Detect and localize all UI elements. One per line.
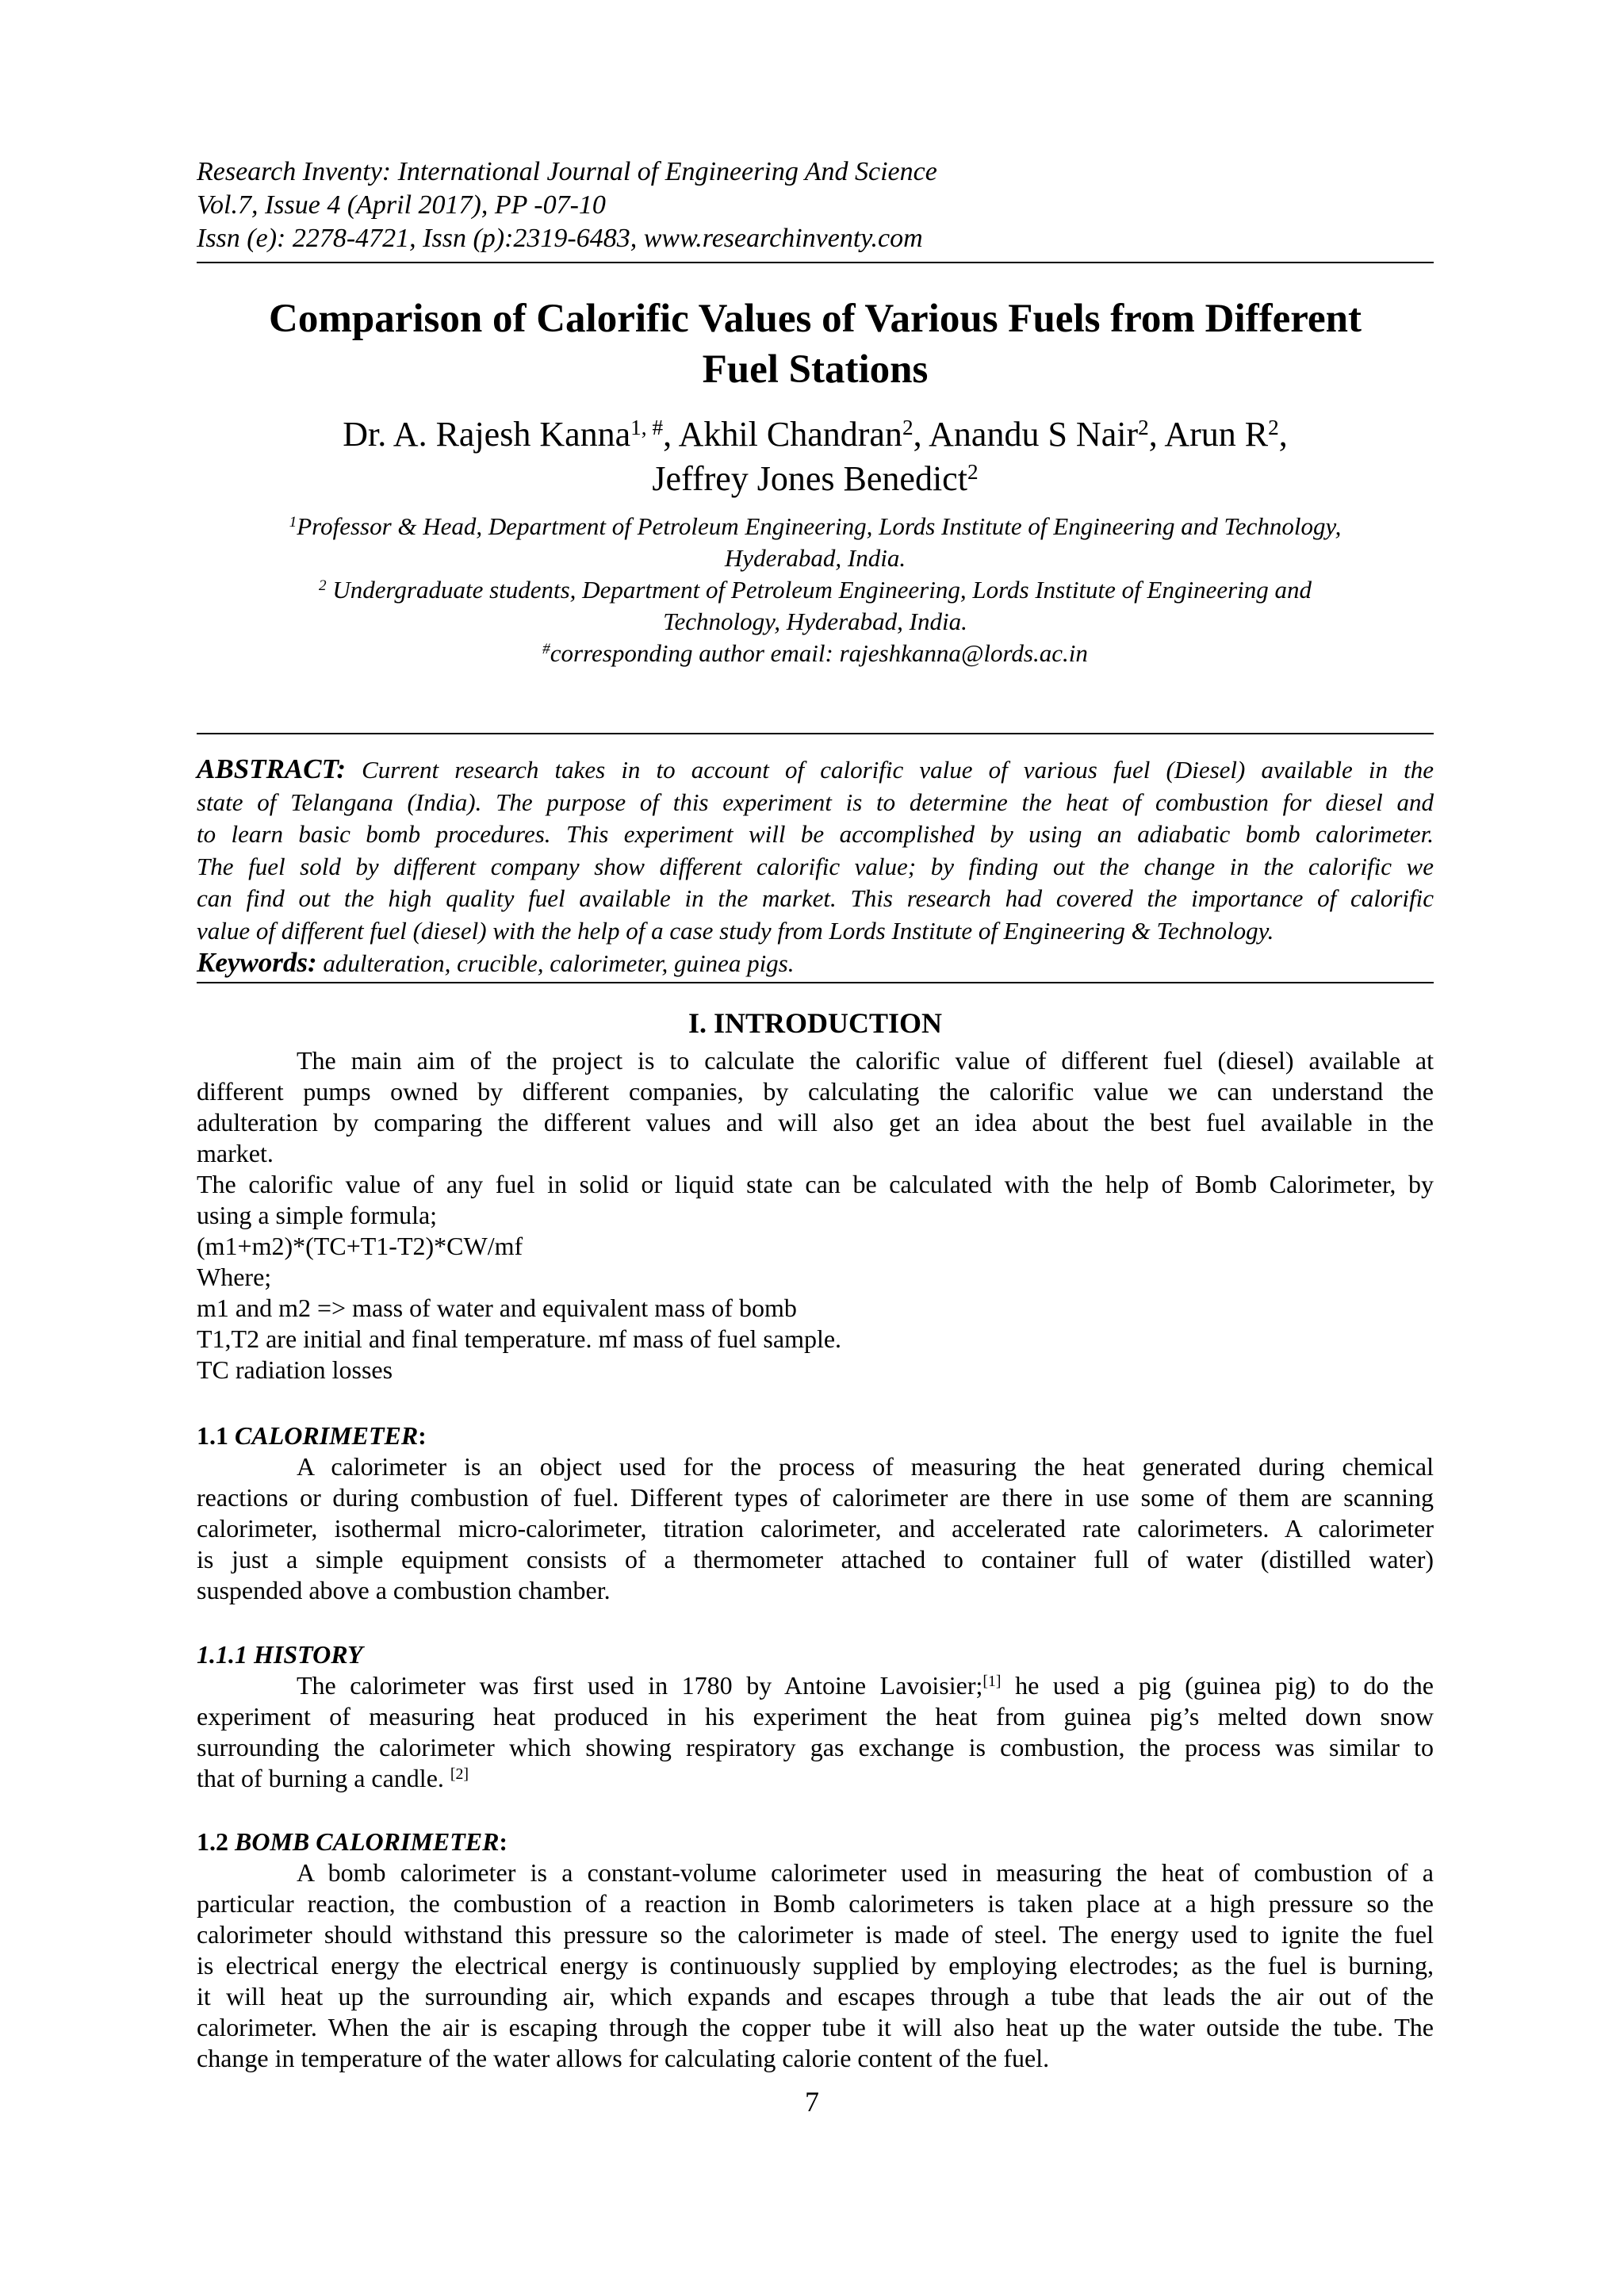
- title-line-2: Fuel Stations: [702, 347, 929, 392]
- subsection-heading-history: [197, 1639, 363, 1670]
- journal-issn: Issn (e): 2278-4721, Issn (p):2319-6483, www.researchinventy.com: [197, 224, 923, 253]
- definition-line: m1 and m2 => mass of water and equivalent mass of bomb: [197, 1294, 797, 1322]
- author-affiliation-mark: 1, #: [630, 416, 664, 440]
- introduction-body: [197, 1045, 1434, 1386]
- abstract-line: [197, 753, 1434, 787]
- body-line: calorimeter. When the air is escaping through the copper tube it will also heat up the water outside the tube. The: [197, 2013, 1434, 2041]
- abstract-line: to learn basic bomb procedures. This experiment will be accomplished by using an adiabatic bomb calorimeter.: [197, 820, 1434, 848]
- body-line: is electrical energy the electrical energy is continuously supplied by employing electrodes; as the fuel is burning,: [197, 1951, 1434, 1980]
- header-rule: [197, 262, 1434, 263]
- body-line: A bomb calorimeter is a constant-volume calorimeter used in measuring the heat of combustion of a: [297, 1858, 1434, 1887]
- corresponding-author: [197, 638, 1434, 669]
- body-line: reactions or during combustion of fuel. Different types of calorimeter are there in use some of them are scanning: [197, 1483, 1434, 1512]
- keywords-text: adulteration, crucible, calorimeter, guinea pigs.: [316, 949, 795, 977]
- page-number: 7: [805, 2086, 819, 2118]
- abstract-text: Current research takes in to account of calorific value of various fuel (Diesel) available in the: [346, 756, 1434, 784]
- body-text-span: that of burning a candle.: [197, 1764, 450, 1792]
- body-line: A calorimeter is an object used for the process of measuring the heat generated during chemical: [297, 1452, 1434, 1481]
- keywords-label: Keywords:: [197, 947, 317, 978]
- heading-number: 1.1: [197, 1421, 235, 1450]
- subsection-heading-calorimeter: [197, 1420, 427, 1451]
- body-line: [197, 1763, 1434, 1794]
- body-line: The main aim of the project is to calculate the calorific value of different fuel (diesel) available at: [297, 1046, 1434, 1075]
- author-list: [197, 412, 1434, 501]
- author-affiliation-mark: 2: [967, 460, 979, 485]
- author-name: Jeffrey Jones Benedict: [652, 459, 967, 498]
- bomb-calorimeter-body: [197, 1857, 1434, 2074]
- heading-text: CALORIMETER: [235, 1421, 419, 1450]
- affiliations: [197, 511, 1434, 669]
- journal-header: [197, 155, 1434, 255]
- abstract-top-rule: [197, 733, 1434, 734]
- paper-title: [197, 293, 1434, 395]
- body-line: market.: [197, 1139, 274, 1167]
- body-line: different pumps owned by different companies, by calculating the calorific value we can understand the: [197, 1077, 1434, 1106]
- author-affiliation-mark: 2: [902, 416, 914, 440]
- author-line-2: [197, 457, 1434, 501]
- abstract: [197, 753, 1434, 980]
- body-line: experiment of measuring heat produced in his experiment the heat from guinea pig’s melted down snow: [197, 1702, 1434, 1731]
- keywords: [197, 947, 1434, 980]
- author-affiliation-mark: 2: [1138, 416, 1149, 440]
- heading-text: 1.1.1 HISTORY: [197, 1640, 363, 1669]
- heading-number: 1.2: [197, 1827, 235, 1856]
- body-line: change in temperature of the water allows for calculating calorie content of the fuel.: [197, 2044, 1050, 2072]
- author-name: , Anandu S Nair: [913, 415, 1139, 454]
- abstract-line: can find out the high quality fuel available in the market. This research had covered the importance of calorific: [197, 884, 1434, 912]
- formula: (m1+m2)*(TC+T1-T2)*CW/mf: [197, 1232, 523, 1260]
- body-line: surrounding the calorimeter which showing respiratory gas exchange is combustion, the process was similar to: [197, 1733, 1434, 1761]
- body-line: is just a simple equipment consists of a thermometer attached to container full of water (distilled water): [197, 1545, 1434, 1573]
- affiliation-mark: #: [542, 641, 550, 658]
- history-body: [197, 1670, 1434, 1794]
- definition-line: T1,T2 are initial and final temperature. mf mass of fuel sample.: [197, 1324, 842, 1353]
- citation: [2]: [450, 1765, 469, 1784]
- author-name: Dr. A. Rajesh Kanna: [343, 415, 631, 454]
- abstract-line: state of Telangana (India). The purpose of this experiment is to determine the heat of combustion for diesel and: [197, 788, 1434, 816]
- author-affiliation-mark: 2: [1268, 416, 1279, 440]
- subsection-heading-bomb-calorimeter: [197, 1826, 508, 1857]
- body-text-span: The calorimeter was first used in 1780 by Antoine Lavoisier;: [297, 1671, 983, 1700]
- journal-name: Research Inventy: International Journal of Engineering And Science: [197, 157, 937, 186]
- author-name: , Akhil Chandran: [663, 415, 902, 454]
- author-separator: ,: [1278, 415, 1288, 454]
- affiliation-mark: 1: [289, 514, 297, 531]
- heading-colon: :: [499, 1827, 508, 1856]
- body-line: particular reaction, the combustion of a reaction in Bomb calorimeters is taken place at a high pressure so the: [197, 1889, 1434, 1918]
- body-text-span: he used a pig (guinea pig) to do the: [1001, 1671, 1434, 1700]
- journal-volume: Vol.7, Issue 4 (April 2017), PP -07-10: [197, 190, 606, 220]
- body-line: adulteration by comparing the different values and will also get an idea about the best fuel available in the: [197, 1108, 1434, 1137]
- heading-text: BOMB CALORIMETER: [235, 1827, 500, 1856]
- abstract-bottom-rule: [197, 982, 1434, 983]
- title-line-1: Comparison of Calorific Values of Various Fuels from Different: [269, 297, 1362, 341]
- affiliation-text: Professor & Head, Department of Petroleum Engineering, Lords Institute of Engineering and Technology,: [297, 512, 1342, 540]
- body-line: it will heat up the surrounding air, which expands and escapes through a tube that leads the air out of the: [197, 1982, 1434, 2010]
- affiliation-mark: 2: [318, 577, 327, 595]
- heading-colon: :: [418, 1421, 427, 1450]
- affiliation-text: Undergraduate students, Department of Petroleum Engineering, Lords Institute of Engineering and: [326, 576, 1312, 604]
- body-line: calorimeter should withstand this pressure so the calorimeter is made of steel. The energy used to ignite the fuel: [197, 1920, 1434, 1949]
- author-name: , Arun R: [1148, 415, 1269, 454]
- affiliation-line: [197, 574, 1434, 606]
- abstract-line: value of different fuel (diesel) with the help of a case study from Lords Institute of Engineering & Technology.: [197, 916, 1274, 945]
- author-line-1: [197, 412, 1434, 457]
- affiliation-line: [197, 511, 1434, 542]
- section-heading-introduction: I. INTRODUCTION: [688, 1007, 943, 1039]
- body-line: Where;: [197, 1263, 272, 1291]
- abstract-label: ABSTRACT:: [197, 753, 347, 784]
- body-line: The calorific value of any fuel in solid or liquid state can be calculated with the help of Bomb Calorimeter, by: [197, 1170, 1434, 1198]
- citation: [1]: [982, 1673, 1002, 1691]
- body-line: calorimeter, isothermal micro-calorimeter, titration calorimeter, and accelerated rate calorimeters. A calorimeter: [197, 1514, 1434, 1543]
- corresponding-author-email: corresponding author email: rajeshkanna@lords.ac.in: [550, 639, 1088, 667]
- affiliation-line: Hyderabad, India.: [724, 544, 906, 572]
- calorimeter-body: [197, 1451, 1434, 1606]
- body-line: [197, 1670, 1434, 1701]
- body-line: suspended above a combustion chamber.: [197, 1576, 611, 1604]
- body-line: using a simple formula;: [197, 1201, 438, 1229]
- affiliation-line: Technology, Hyderabad, India.: [663, 608, 967, 635]
- abstract-line: The fuel sold by different company show different calorific value; by finding out the change in the calorific we: [197, 852, 1434, 880]
- definition-line: TC radiation losses: [197, 1355, 393, 1384]
